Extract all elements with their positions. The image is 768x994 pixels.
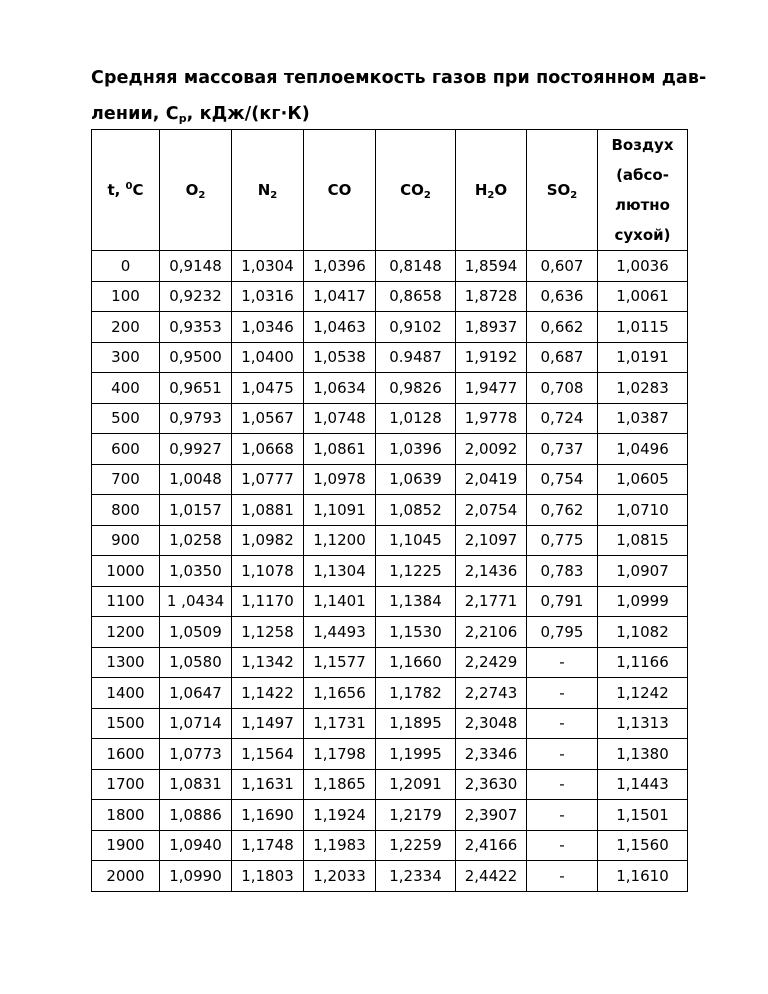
cell-co2: 1,0396: [376, 434, 456, 465]
cell-o2: 1,0714: [160, 708, 232, 739]
cell-co2: 0,8148: [376, 251, 456, 282]
cell-o2: 0,9232: [160, 281, 232, 312]
cell-o2: 1,0773: [160, 739, 232, 770]
cell-temperature: 1000: [92, 556, 160, 587]
table-row: [92, 434, 688, 465]
table-row: [92, 769, 688, 800]
cell-n2: 1,1497: [232, 708, 304, 739]
cell-so2: -: [527, 708, 598, 739]
cell-co: 1,1656: [304, 678, 376, 709]
cell-air: 1,1313: [598, 708, 688, 739]
cell-temperature: 1800: [92, 800, 160, 831]
header-n2: $N_2$: [232, 130, 304, 251]
cell-h2o: 2,2106: [456, 617, 527, 648]
cell-air: 1,0191: [598, 342, 688, 373]
cell-temperature: 100: [92, 281, 160, 312]
table-row: [92, 830, 688, 861]
header-air: Воздух (абсо- лютно сухой): [598, 130, 688, 251]
cell-air: 1,1380: [598, 739, 688, 770]
cell-air: 1,0387: [598, 403, 688, 434]
cell-co: 1,0396: [304, 251, 376, 282]
cell-o2: 0,9927: [160, 434, 232, 465]
cell-so2: 0,737: [527, 434, 598, 465]
cell-co2: 0,9826: [376, 373, 456, 404]
cell-o2: 1,0580: [160, 647, 232, 678]
cell-h2o: 1,9192: [456, 342, 527, 373]
cell-h2o: 2,3346: [456, 739, 527, 770]
cell-co2: 1,2334: [376, 861, 456, 892]
cell-so2: 0,783: [527, 556, 598, 587]
header-h2o: $H_2O$: [456, 130, 527, 251]
cell-n2: 1,0881: [232, 495, 304, 526]
cell-co2: 1,0852: [376, 495, 456, 526]
cell-o2: 1,0509: [160, 617, 232, 648]
cell-air: 1,0710: [598, 495, 688, 526]
cell-h2o: 1,9778: [456, 403, 527, 434]
cell-o2: 1,0157: [160, 495, 232, 526]
cell-air: 1,0115: [598, 312, 688, 343]
cell-air: 1,1501: [598, 800, 688, 831]
cell-o2: 1,0886: [160, 800, 232, 831]
cell-so2: 0,607: [527, 251, 598, 282]
table-row: [92, 373, 688, 404]
cell-temperature: 1700: [92, 769, 160, 800]
cell-air: 1,1560: [598, 830, 688, 861]
cell-co: 1,1865: [304, 769, 376, 800]
cell-h2o: 2,0092: [456, 434, 527, 465]
cell-co: 1,0463: [304, 312, 376, 343]
heat-capacity-table: [91, 129, 688, 892]
cell-air: 1,1166: [598, 647, 688, 678]
cell-n2: 1,0316: [232, 281, 304, 312]
cell-so2: 0,795: [527, 617, 598, 648]
title-line-2-end: , кДж/(кг·К): [186, 104, 310, 124]
cell-temperature: 1600: [92, 739, 160, 770]
cell-co: 1,1924: [304, 800, 376, 831]
cell-co2: 0,9102: [376, 312, 456, 343]
cell-n2: 1,0777: [232, 464, 304, 495]
cell-air: 1,0605: [598, 464, 688, 495]
table-row: [92, 251, 688, 282]
cell-so2: 0,708: [527, 373, 598, 404]
cell-n2: 1,0668: [232, 434, 304, 465]
cell-so2: 0,662: [527, 312, 598, 343]
cell-air: 1,1242: [598, 678, 688, 709]
header-co: CO: [304, 130, 376, 251]
cell-co: 1,1091: [304, 495, 376, 526]
table-row: [92, 586, 688, 617]
cell-n2: 1,0304: [232, 251, 304, 282]
cell-n2: 1,1748: [232, 830, 304, 861]
table-row: [92, 403, 688, 434]
cell-so2: 0,754: [527, 464, 598, 495]
table-row: [92, 495, 688, 526]
cell-co: 1,4493: [304, 617, 376, 648]
cell-so2: 0,636: [527, 281, 598, 312]
cell-o2: 0,9353: [160, 312, 232, 343]
header-so2: $SO_2$: [527, 130, 598, 251]
cell-air: 1,0061: [598, 281, 688, 312]
header-o2: $O_2$: [160, 130, 232, 251]
cell-temperature: 700: [92, 464, 160, 495]
cell-co: 1,0748: [304, 403, 376, 434]
cell-o2: 0,9500: [160, 342, 232, 373]
cell-co: 1,1731: [304, 708, 376, 739]
cell-h2o: 1,8594: [456, 251, 527, 282]
cell-so2: -: [527, 830, 598, 861]
cell-temperature: 1200: [92, 617, 160, 648]
cell-co: 1,1798: [304, 739, 376, 770]
table-body: [92, 251, 688, 892]
cell-n2: 1,0400: [232, 342, 304, 373]
cell-co2: 1,2091: [376, 769, 456, 800]
cell-co: 1,1200: [304, 525, 376, 556]
cell-co: 1,0861: [304, 434, 376, 465]
cell-n2: 1,1564: [232, 739, 304, 770]
cell-n2: 1,1342: [232, 647, 304, 678]
cell-n2: 1,0567: [232, 403, 304, 434]
cell-co: 1,1983: [304, 830, 376, 861]
table-row: [92, 739, 688, 770]
cell-o2: 1,0350: [160, 556, 232, 587]
table-row: [92, 708, 688, 739]
table-row: [92, 312, 688, 343]
cell-h2o: 2,1097: [456, 525, 527, 556]
cell-o2: 0,9148: [160, 251, 232, 282]
table-row: [92, 678, 688, 709]
title-line-1: Средняя массовая теплоемкость газов при постоянном дав-: [91, 68, 707, 88]
cell-co: 1,2033: [304, 861, 376, 892]
cell-air: 1,0496: [598, 434, 688, 465]
cell-h2o: 2,0419: [456, 464, 527, 495]
cell-air: 1,1443: [598, 769, 688, 800]
cell-so2: -: [527, 739, 598, 770]
cell-co: 1,0634: [304, 373, 376, 404]
header-temperature: t, $^0$C: [92, 130, 160, 251]
cell-h2o: 2,3907: [456, 800, 527, 831]
cell-so2: 0,687: [527, 342, 598, 373]
cell-co2: 1,1895: [376, 708, 456, 739]
cell-co2: 1,1045: [376, 525, 456, 556]
cell-n2: 1,1803: [232, 861, 304, 892]
cell-h2o: 1,9477: [456, 373, 527, 404]
cell-o2: 0,9651: [160, 373, 232, 404]
cell-co: 1,1577: [304, 647, 376, 678]
cell-so2: 0,775: [527, 525, 598, 556]
cell-temperature: 1100: [92, 586, 160, 617]
table-row: [92, 647, 688, 678]
cell-air: 1,0999: [598, 586, 688, 617]
table-row: [92, 617, 688, 648]
cell-air: 1,1082: [598, 617, 688, 648]
cell-h2o: 2,2429: [456, 647, 527, 678]
table-row: [92, 525, 688, 556]
cell-co2: 1,1782: [376, 678, 456, 709]
cell-so2: 0,724: [527, 403, 598, 434]
cell-temperature: 1400: [92, 678, 160, 709]
cell-o2: 1,0940: [160, 830, 232, 861]
header-row: [92, 130, 688, 251]
cell-h2o: 2,0754: [456, 495, 527, 526]
title-subscript: p: [178, 112, 187, 125]
cell-o2: 1 ,0434: [160, 586, 232, 617]
cell-temperature: 1300: [92, 647, 160, 678]
cell-co: 1,1304: [304, 556, 376, 587]
cell-temperature: 200: [92, 312, 160, 343]
cell-co2: 1,1660: [376, 647, 456, 678]
cell-o2: 0,9793: [160, 403, 232, 434]
cell-co2: 0,8658: [376, 281, 456, 312]
cell-co2: 1,0639: [376, 464, 456, 495]
cell-n2: 1,1422: [232, 678, 304, 709]
title-line-2-start: лении, C: [91, 104, 179, 124]
cell-co2: 1,1530: [376, 617, 456, 648]
cell-n2: 1,1258: [232, 617, 304, 648]
cell-n2: 1,0475: [232, 373, 304, 404]
page-title: [91, 60, 711, 132]
table-row: [92, 464, 688, 495]
cell-h2o: 2,3048: [456, 708, 527, 739]
header-co2: $CO_2$: [376, 130, 456, 251]
table-row: [92, 281, 688, 312]
cell-h2o: 2,1771: [456, 586, 527, 617]
cell-temperature: 1500: [92, 708, 160, 739]
table-row: [92, 861, 688, 892]
cell-so2: -: [527, 678, 598, 709]
cell-so2: -: [527, 769, 598, 800]
cell-o2: 1,0831: [160, 769, 232, 800]
cell-h2o: 1,8728: [456, 281, 527, 312]
cell-o2: 1,0647: [160, 678, 232, 709]
table-row: [92, 800, 688, 831]
cell-n2: 1,1170: [232, 586, 304, 617]
cell-h2o: 2,3630: [456, 769, 527, 800]
cell-co2: 1,2179: [376, 800, 456, 831]
cell-air: 1,0283: [598, 373, 688, 404]
cell-o2: 1,0048: [160, 464, 232, 495]
cell-h2o: 2,4422: [456, 861, 527, 892]
cell-temperature: 300: [92, 342, 160, 373]
cell-h2o: 2,2743: [456, 678, 527, 709]
cell-so2: 0,762: [527, 495, 598, 526]
cell-h2o: 2,1436: [456, 556, 527, 587]
cell-so2: 0,791: [527, 586, 598, 617]
cell-co: 1,0417: [304, 281, 376, 312]
cell-o2: 1,0990: [160, 861, 232, 892]
cell-temperature: 0: [92, 251, 160, 282]
cell-co: 1,1401: [304, 586, 376, 617]
cell-n2: 1,1631: [232, 769, 304, 800]
cell-air: 1,0907: [598, 556, 688, 587]
table-row: [92, 556, 688, 587]
cell-temperature: 2000: [92, 861, 160, 892]
cell-temperature: 1900: [92, 830, 160, 861]
cell-so2: -: [527, 861, 598, 892]
cell-so2: -: [527, 647, 598, 678]
cell-co2: 1,1225: [376, 556, 456, 587]
cell-air: 1,0815: [598, 525, 688, 556]
cell-co2: 0.9487: [376, 342, 456, 373]
cell-temperature: 400: [92, 373, 160, 404]
cell-co2: 1,1995: [376, 739, 456, 770]
cell-temperature: 500: [92, 403, 160, 434]
cell-n2: 1,0346: [232, 312, 304, 343]
cell-h2o: 2,4166: [456, 830, 527, 861]
cell-n2: 1,0982: [232, 525, 304, 556]
cell-temperature: 800: [92, 495, 160, 526]
table-row: [92, 342, 688, 373]
cell-co2: 1,1384: [376, 586, 456, 617]
cell-n2: 1,1078: [232, 556, 304, 587]
cell-o2: 1,0258: [160, 525, 232, 556]
cell-co: 1,0978: [304, 464, 376, 495]
cell-temperature: 900: [92, 525, 160, 556]
cell-co2: 1,0128: [376, 403, 456, 434]
cell-air: 1,0036: [598, 251, 688, 282]
cell-so2: -: [527, 800, 598, 831]
cell-n2: 1,1690: [232, 800, 304, 831]
cell-h2o: 1,8937: [456, 312, 527, 343]
title-line-2: [91, 96, 711, 132]
cell-co2: 1,2259: [376, 830, 456, 861]
cell-co: 1,0538: [304, 342, 376, 373]
cell-temperature: 600: [92, 434, 160, 465]
cell-air: 1,1610: [598, 861, 688, 892]
